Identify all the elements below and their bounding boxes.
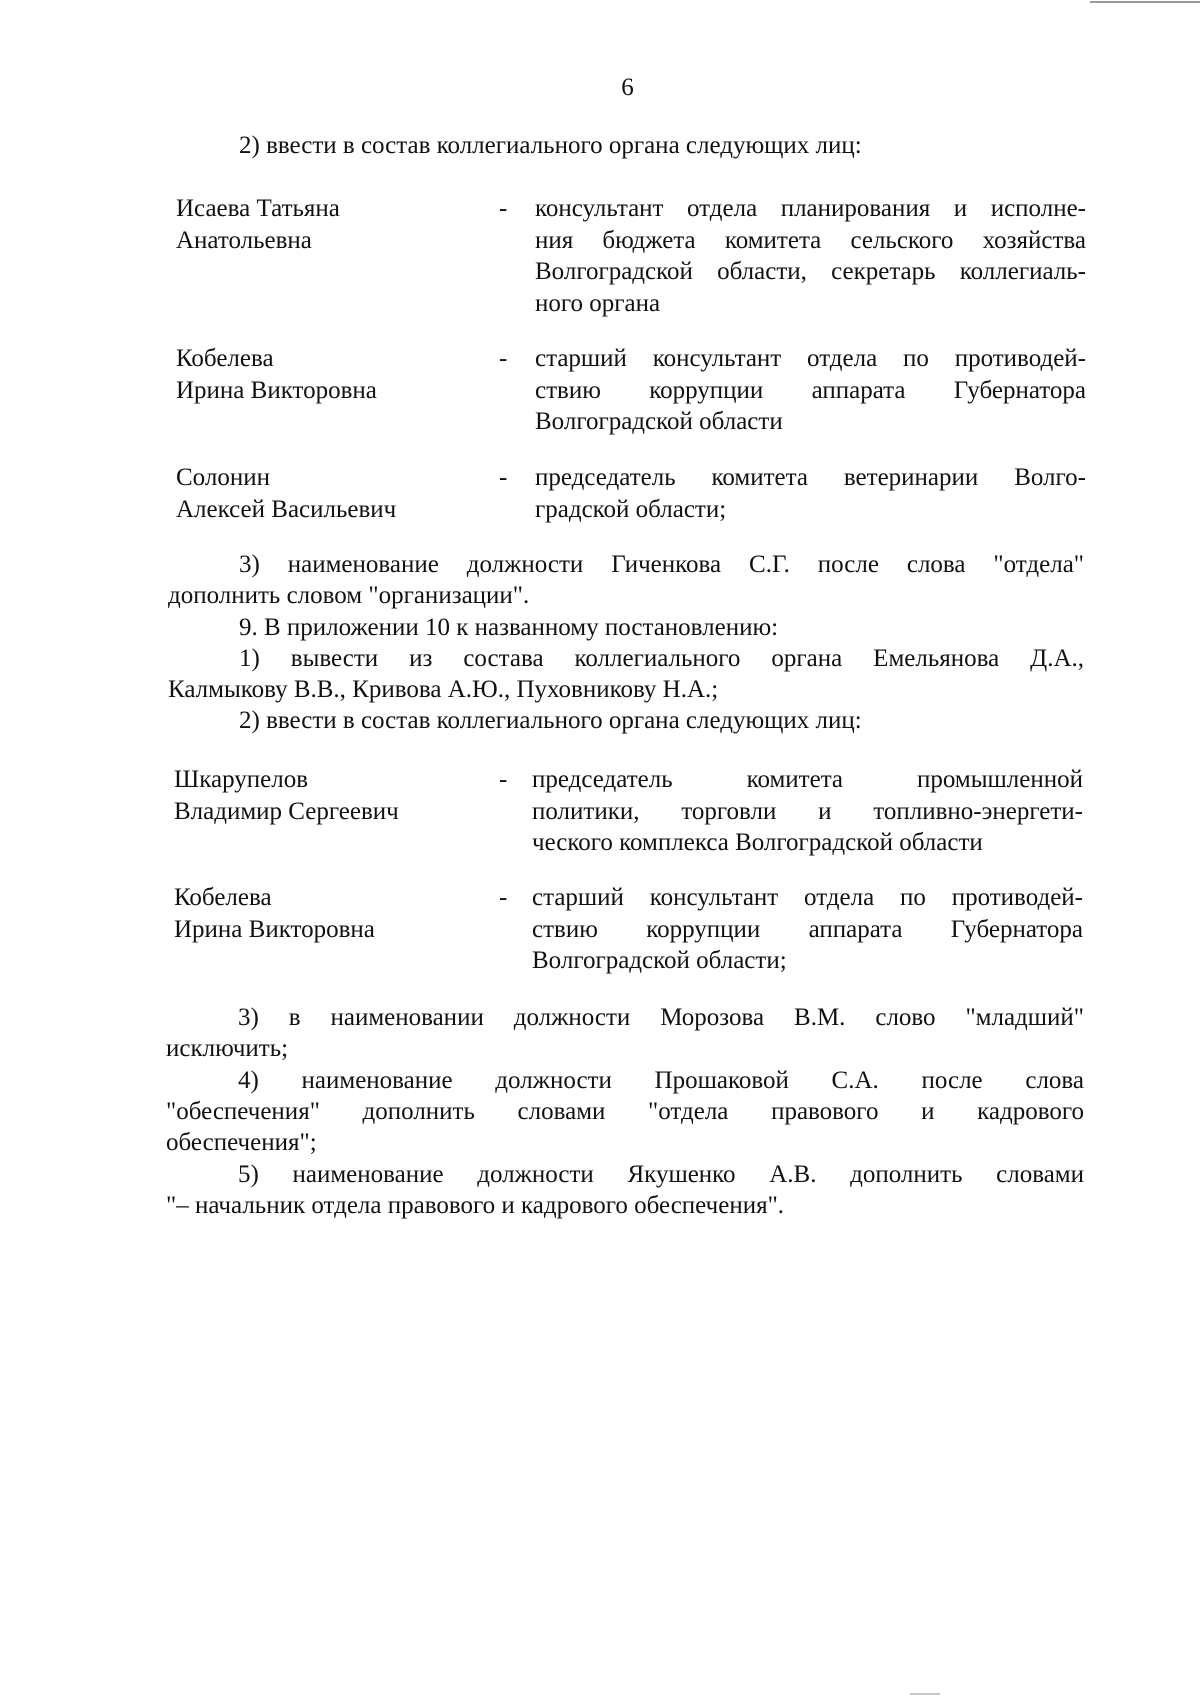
paragraph-line: Калмыкову В.В., Кривова А.Ю., Пуховникову Н.А.; <box>168 676 719 703</box>
position-line: градской области; <box>535 495 727 523</box>
member-position <box>535 193 1086 319</box>
name-line: Шкарупелов <box>174 766 309 793</box>
position-line: Волгоградской области; <box>532 947 787 974</box>
name-line: Кобелева <box>174 884 272 911</box>
item-5-yakushenko <box>166 1159 1084 1221</box>
name-line: Владимир Сергеевич <box>174 797 399 825</box>
paragraph-line: 4) наименование должности Прошаковой С.А. после слова <box>238 1067 1084 1094</box>
position-line: председатель комитета промышленной <box>532 766 1083 793</box>
member-name <box>174 882 474 945</box>
item-9-heading: 9. В приложении 10 к названному постановлению: <box>239 614 779 641</box>
paragraph-line: 3) в наименовании должности Морозова В.М. слово "младший" <box>238 1004 1084 1031</box>
entry-dash: - <box>499 195 508 222</box>
name-line: Солонин <box>176 464 270 491</box>
name-line: Анатольевна <box>176 226 312 254</box>
member-position <box>532 882 1083 977</box>
item-4-proshakova <box>166 1065 1084 1158</box>
intro-paragraph-1: 2) ввести в состав коллегиального органа следующих лиц: <box>239 132 862 159</box>
item-3-morozov <box>166 1002 1084 1064</box>
member-position <box>535 462 1086 525</box>
paragraph-line: "обеспечения" дополнить словами "отдела правового и кадрового <box>166 1098 1084 1125</box>
position-line: ствию коррупции аппарата Губернатора <box>532 915 1083 943</box>
intro-paragraph-2: 2) ввести в состав коллегиального органа следующих лиц: <box>239 707 862 734</box>
name-line: Ирина Викторовна <box>176 376 377 404</box>
name-line: Исаева Татьяна <box>176 195 340 222</box>
position-line: ствию коррупции аппарата Губернатора <box>535 376 1086 404</box>
page-number: 6 <box>621 74 634 101</box>
paragraph-line: 1) вывести из состава коллегиального органа Емельянова Д.А., <box>239 645 1084 672</box>
member-name <box>176 462 476 525</box>
paragraph-line: 5) наименование должности Якушенко А.В. дополнить словами <box>238 1161 1084 1188</box>
paragraph-line: обеспечения"; <box>166 1129 317 1156</box>
position-line: председатель комитета ветеринарии Волго- <box>535 464 1086 491</box>
member-position <box>532 764 1083 859</box>
position-line: ния бюджета комитета сельского хозяйства <box>535 226 1086 254</box>
position-line: Волгоградской области <box>535 408 783 435</box>
entry-dash: - <box>499 345 508 372</box>
scan-speck <box>910 1693 940 1695</box>
position-line: старший консультант отдела по противодей- <box>532 884 1083 911</box>
position-line: консультант отдела планирования и исполне- <box>535 195 1086 222</box>
item-3-gichenkov <box>168 549 1084 611</box>
member-name <box>174 764 474 827</box>
member-position <box>535 343 1086 438</box>
member-name <box>176 343 476 406</box>
paragraph-line: дополнить словом "организации". <box>168 582 530 609</box>
entry-dash: - <box>499 884 508 911</box>
name-line: Алексей Васильевич <box>176 495 397 523</box>
entry-dash: - <box>499 464 508 491</box>
position-line: политики, торговли и топливно-энергети- <box>532 797 1083 825</box>
member-name <box>176 193 476 256</box>
position-line: Волгоградской области, секретарь коллегиаль- <box>535 258 1086 285</box>
position-line: старший консультант отдела по противодей- <box>535 345 1086 372</box>
name-line: Ирина Викторовна <box>174 915 375 943</box>
scan-edge-line <box>1090 1 1200 3</box>
entry-dash: - <box>499 766 508 793</box>
item-1-remove-members <box>168 643 1084 705</box>
paragraph-line: "– начальник отдела правового и кадрового обеспечения". <box>166 1192 785 1219</box>
name-line: Кобелева <box>176 345 274 372</box>
paragraph-line: 3) наименование должности Гиченкова С.Г. после слова "отдела" <box>239 551 1084 578</box>
position-line: ного органа <box>535 289 661 317</box>
paragraph-line: исключить; <box>166 1035 289 1062</box>
position-line: ческого комплекса Волгоградской области <box>532 829 983 856</box>
